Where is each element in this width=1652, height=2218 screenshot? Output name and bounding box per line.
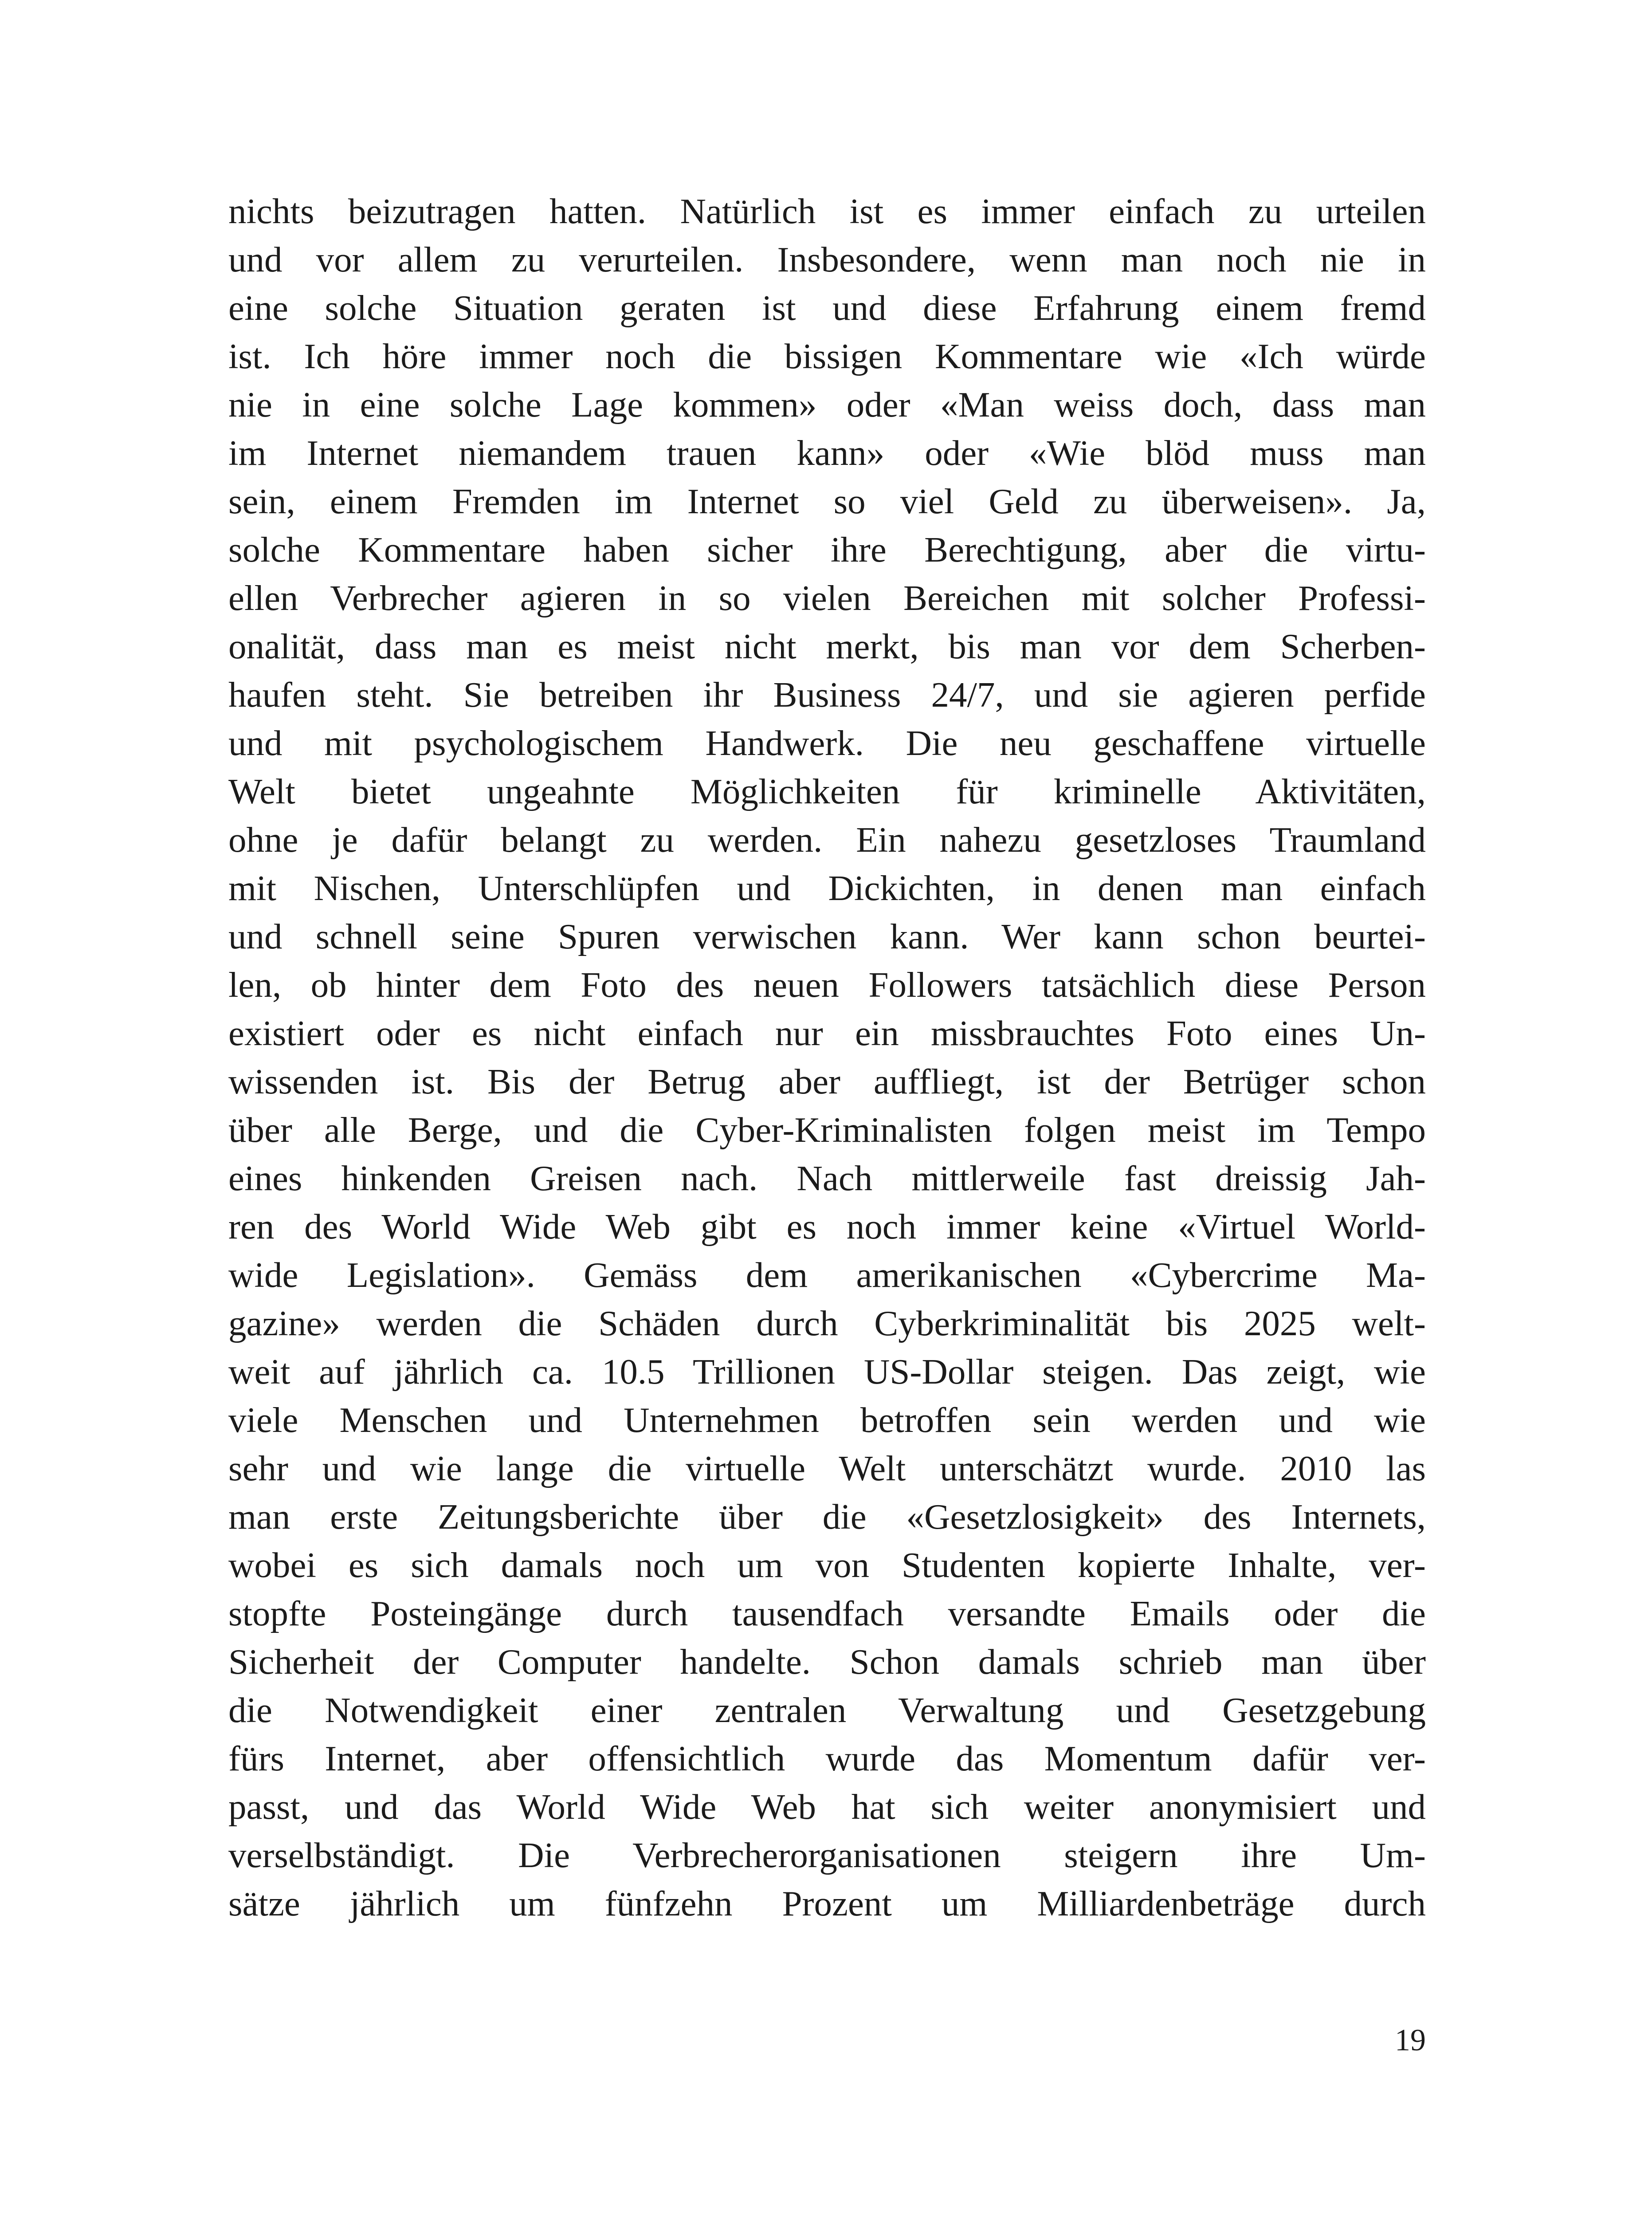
text-line: und vor allem zu verurteilen. Insbesondere, wenn man noch nie in xyxy=(228,240,1426,279)
text-line: die Notwendigkeit einer zentralen Verwaltung und Gesetzgebung xyxy=(228,1690,1426,1730)
text-line: und mit psychologischem Handwerk. Die neu geschaffene virtuelle xyxy=(228,723,1426,763)
text-line: ren des World Wide Web gibt es noch immer keine «Virtuel World- xyxy=(228,1207,1426,1247)
text-line: onalität, dass man es meist nicht merkt, bis man vor dem Scherben- xyxy=(228,626,1426,666)
text-line: nichts beizutragen hatten. Natürlich ist es immer einfach zu urteilen xyxy=(228,191,1426,231)
text-line: wide Legislation». Gemäss dem amerikanischen «Cybercrime Ma- xyxy=(228,1255,1426,1295)
text-line: eines hinkenden Greisen nach. Nach mittlerweile fast dreissig Jah- xyxy=(228,1158,1426,1198)
text-line: sein, einem Fremden im Internet so viel Geld zu überweisen». Ja, xyxy=(228,481,1426,521)
text-line: mit Nischen, Unterschlüpfen und Dickichten, in denen man einfach xyxy=(228,868,1426,908)
text-line: weit auf jährlich ca. 10.5 Trillionen US-Dollar steigen. Das zeigt, wie xyxy=(228,1352,1426,1392)
page-number: 19 xyxy=(1395,2023,1426,2057)
text-line: Welt bietet ungeahnte Möglichkeiten für kriminelle Aktivitäten, xyxy=(228,771,1426,811)
text-line: ellen Verbrecher agieren in so vielen Bereichen mit solcher Professi- xyxy=(228,578,1426,618)
text-line: gazine» werden die Schäden durch Cyberkriminalität bis 2025 welt- xyxy=(228,1303,1426,1343)
text-line: man erste Zeitungsberichte über die «Gesetzlosigkeit» des Internets, xyxy=(228,1497,1426,1537)
text-line: Sicherheit der Computer handelte. Schon damals schrieb man über xyxy=(228,1642,1426,1682)
text-line: existiert oder es nicht einfach nur ein missbrauchtes Foto eines Un- xyxy=(228,1013,1426,1053)
text-line: sehr und wie lange die virtuelle Welt unterschätzt wurde. 2010 las xyxy=(228,1448,1426,1488)
text-line: haufen steht. Sie betreiben ihr Business 24/7, und sie agieren perfide xyxy=(228,675,1426,715)
text-line: wissenden ist. Bis der Betrug aber auffliegt, ist der Betrüger schon xyxy=(228,1062,1426,1101)
text-line: verselbständigt. Die Verbrecherorganisationen steigern ihre Um- xyxy=(228,1835,1426,1875)
text-line: solche Kommentare haben sicher ihre Berechtigung, aber die virtu- xyxy=(228,530,1426,570)
text-line: stopfte Posteingänge durch tausendfach versandte Emails oder die xyxy=(228,1593,1426,1633)
text-line: eine solche Situation geraten ist und diese Erfahrung einem fremd xyxy=(228,288,1426,328)
text-line: ist. Ich höre immer noch die bissigen Kommentare wie «Ich würde xyxy=(228,336,1426,376)
text-line: passt, und das World Wide Web hat sich weiter anonymisiert und xyxy=(228,1787,1426,1827)
text-line: fürs Internet, aber offensichtlich wurde das Momentum dafür ver- xyxy=(228,1738,1426,1778)
text-line: und schnell seine Spuren verwischen kann. Wer kann schon beurtei- xyxy=(228,916,1426,956)
text-line: ohne je dafür belangt zu werden. Ein nahezu gesetzloses Traumland xyxy=(228,820,1426,860)
body-text xyxy=(228,187,1426,1928)
text-line: viele Menschen und Unternehmen betroffen sein werden und wie xyxy=(228,1400,1426,1440)
text-line: wobei es sich damals noch um von Studenten kopierte Inhalte, ver- xyxy=(228,1545,1426,1585)
text-line: sätze jährlich um fünfzehn Prozent um Milliardenbeträge durch xyxy=(228,1884,1426,1923)
text-line: len, ob hinter dem Foto des neuen Followers tatsächlich diese Person xyxy=(228,965,1426,1005)
text-line: nie in eine solche Lage kommen» oder «Man weiss doch, dass man xyxy=(228,385,1426,425)
text-line: im Internet niemandem trauen kann» oder «Wie blöd muss man xyxy=(228,433,1426,473)
text-line: über alle Berge, und die Cyber-Kriminalisten folgen meist im Tempo xyxy=(228,1110,1426,1150)
